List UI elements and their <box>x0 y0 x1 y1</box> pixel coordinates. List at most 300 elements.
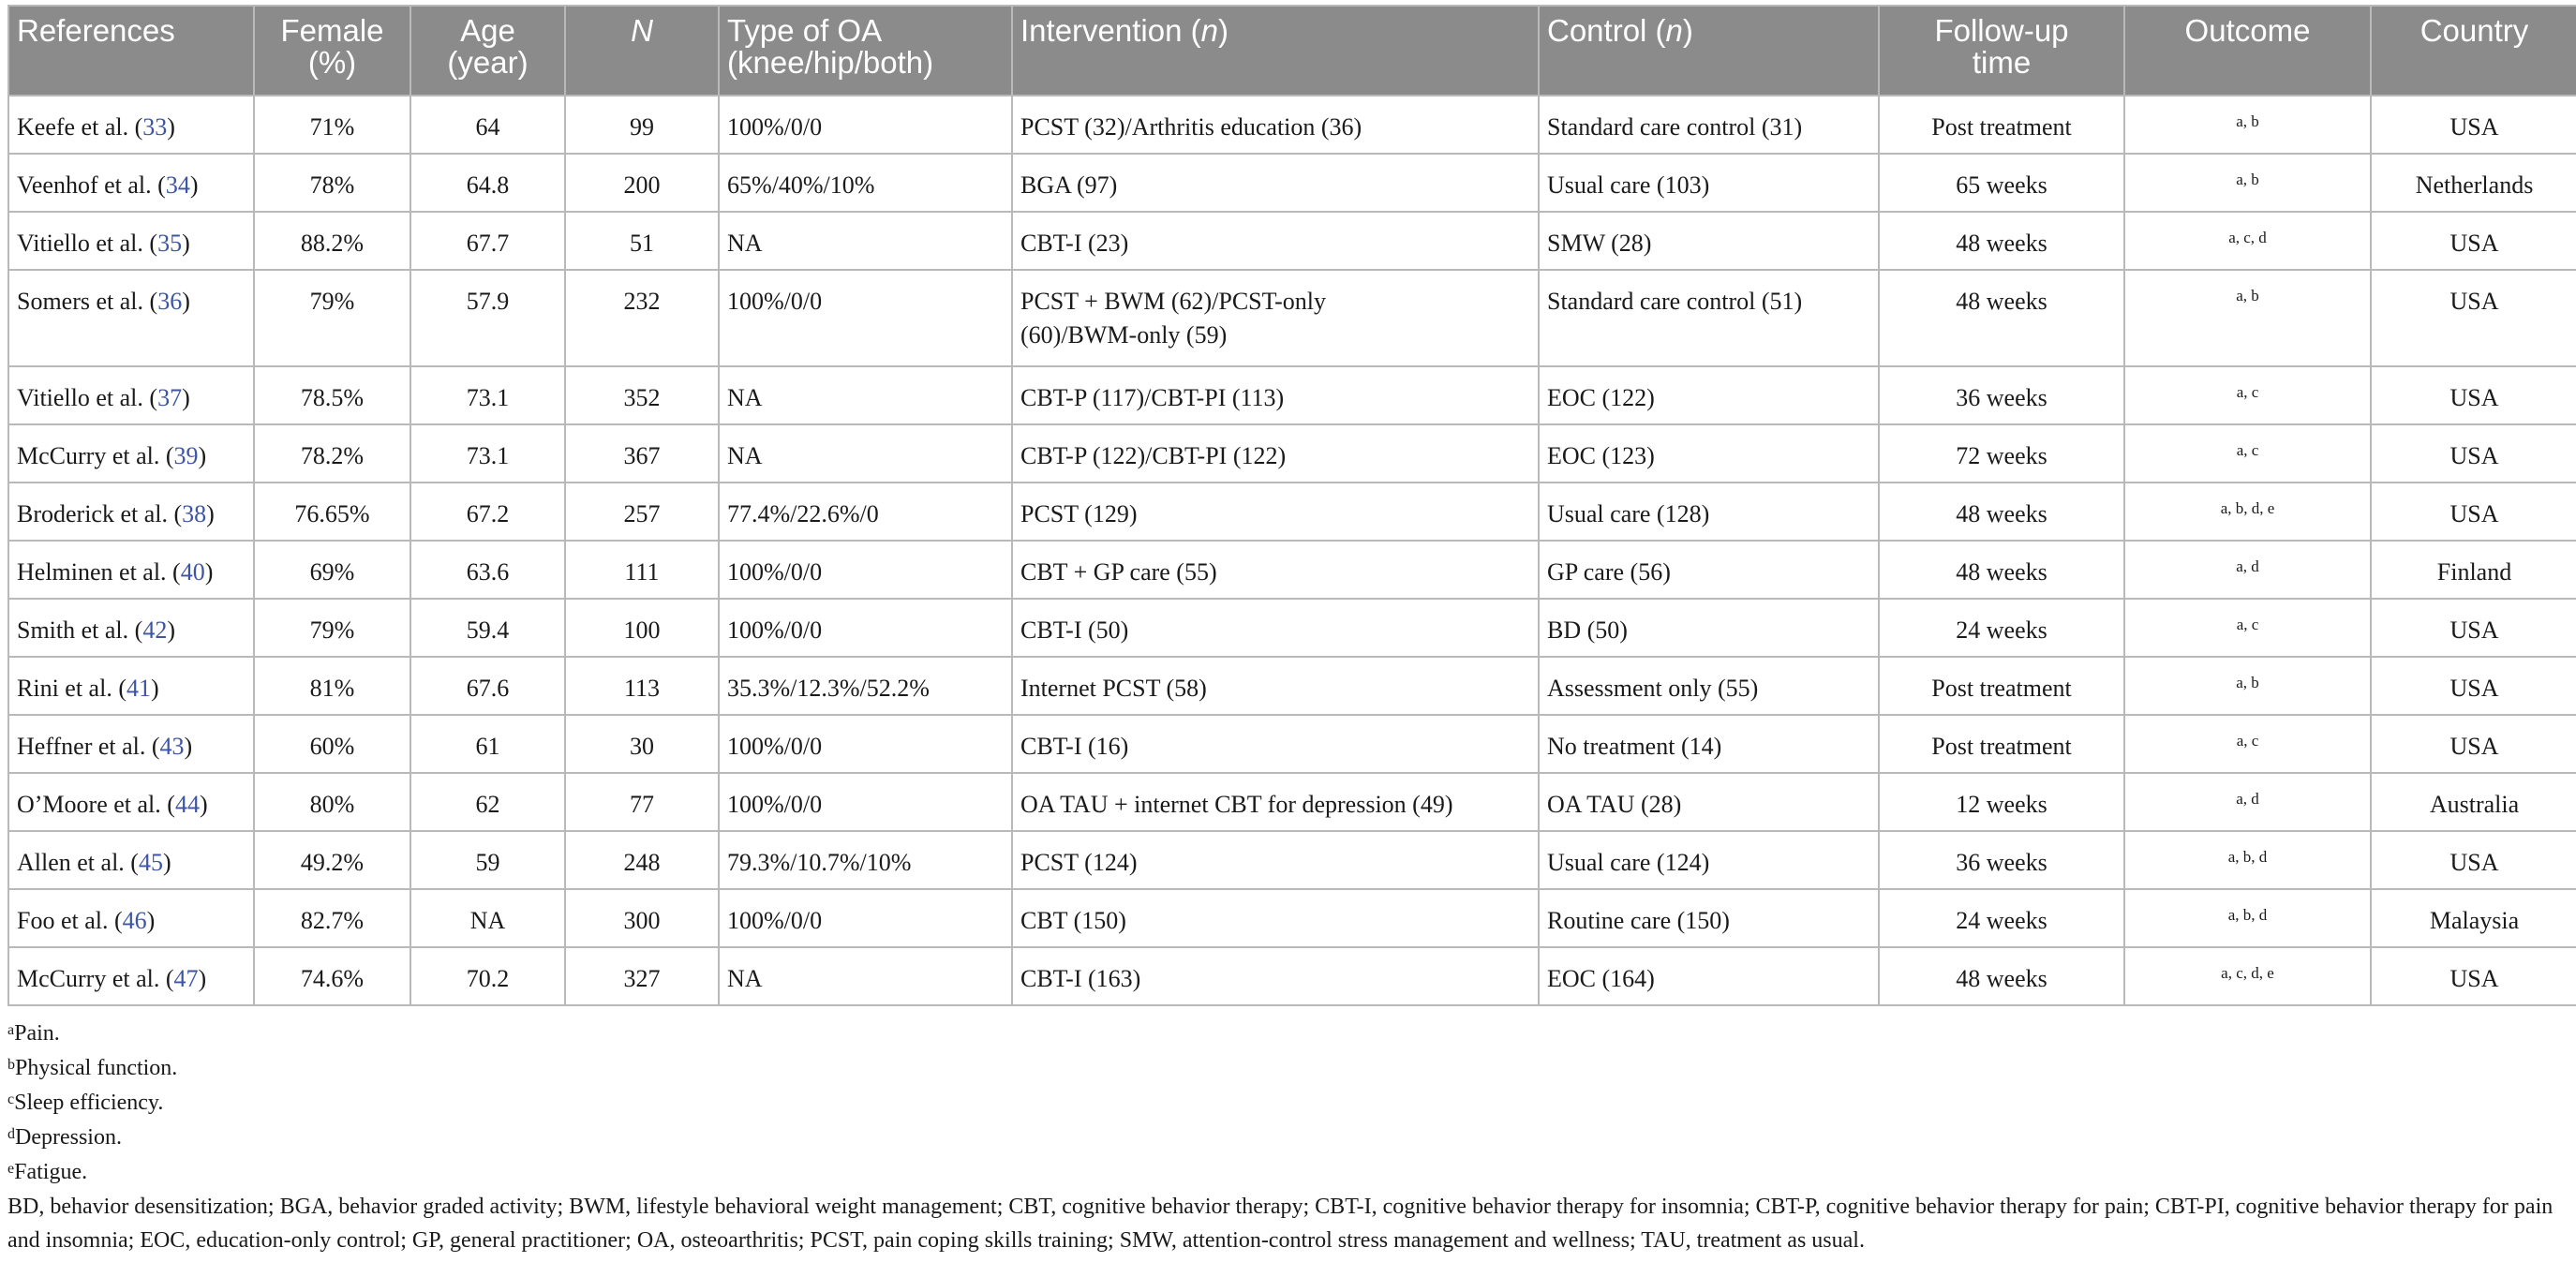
footnote <box>7 1051 2568 1086</box>
header-intervention: Intervention (n) <box>1012 6 1539 96</box>
reference-close: ) <box>162 849 171 876</box>
outcome-value: a, c <box>2236 732 2259 750</box>
cell-reference <box>8 889 254 947</box>
table-row <box>8 483 2576 541</box>
footnote <box>7 1086 2568 1121</box>
cell-country <box>2371 599 2576 657</box>
cell-reference <box>8 773 254 831</box>
cell-n <box>565 96 719 154</box>
cell-outcome <box>2124 599 2371 657</box>
header-female: Female (%) <box>254 6 410 96</box>
age-value: 59.4 <box>466 616 510 644</box>
country-value: USA <box>2449 849 2499 876</box>
header-followup: Follow-up time <box>1879 6 2124 96</box>
age-value: 63.6 <box>466 558 510 586</box>
n-value: 30 <box>630 733 654 760</box>
cell-control <box>1539 424 1879 483</box>
cell-intervention <box>1012 889 1539 947</box>
intervention-value: OA TAU + internet CBT for depression (49) <box>1020 791 1453 818</box>
cell-reference <box>8 947 254 1005</box>
cell-country <box>2371 657 2576 715</box>
country-value: USA <box>2449 442 2499 469</box>
cell-followup <box>1879 424 2124 483</box>
type-value: NA <box>727 230 763 257</box>
country-value: USA <box>2449 288 2499 315</box>
reference-close: ) <box>206 500 215 527</box>
control-value: BD (50) <box>1547 616 1628 644</box>
control-value: EOC (123) <box>1547 442 1655 469</box>
cell-age <box>410 715 565 773</box>
citation-link[interactable]: 35 <box>157 230 183 257</box>
citation-link[interactable]: 41 <box>126 675 151 702</box>
table-row <box>8 541 2576 599</box>
cell-reference <box>8 96 254 154</box>
female-value: 79% <box>309 288 355 315</box>
cell-n <box>565 831 719 889</box>
female-value: 69% <box>309 558 355 586</box>
cell-country <box>2371 773 2576 831</box>
type-value: 100%/0/0 <box>727 113 823 141</box>
cell-n <box>565 715 719 773</box>
header-age: Age (year) <box>410 6 565 96</box>
footnote <box>7 1155 2568 1190</box>
footnote-list <box>7 1017 2568 1190</box>
reference-text: Veenhof et al. ( <box>17 171 166 199</box>
cell-intervention <box>1012 483 1539 541</box>
control-value: Standard care control (51) <box>1547 288 1803 315</box>
cell-intervention <box>1012 96 1539 154</box>
female-value: 74.6% <box>300 965 365 992</box>
cell-country <box>2371 831 2576 889</box>
footnote-mark: a <box>7 1022 15 1038</box>
female-value: 78.5% <box>300 384 365 411</box>
type-value: 100%/0/0 <box>727 733 823 760</box>
cell-type-of-oa <box>719 947 1012 1005</box>
cell-age <box>410 270 565 366</box>
cell-female <box>254 270 410 366</box>
cell-followup <box>1879 831 2124 889</box>
cell-age <box>410 424 565 483</box>
cell-reference <box>8 715 254 773</box>
cell-type-of-oa <box>719 773 1012 831</box>
cell-control <box>1539 599 1879 657</box>
cell-n <box>565 889 719 947</box>
cell-intervention <box>1012 541 1539 599</box>
outcome-value: a, d <box>2236 790 2259 808</box>
reference-text: Somers et al. ( <box>17 288 158 315</box>
female-value: 82.7% <box>300 907 365 934</box>
intervention-value-cont: (60)/BWM-only (59) <box>1020 321 1228 349</box>
citation-link[interactable]: 46 <box>122 907 147 934</box>
cell-reference <box>8 483 254 541</box>
cell-outcome <box>2124 715 2371 773</box>
type-value: 100%/0/0 <box>727 558 823 586</box>
citation-link[interactable]: 42 <box>142 616 168 644</box>
age-value: 73.1 <box>466 442 510 469</box>
cell-country <box>2371 715 2576 773</box>
type-value: 77.4%/22.6%/0 <box>727 500 879 527</box>
n-value: 111 <box>624 558 660 586</box>
age-value: 61 <box>475 733 500 760</box>
cell-control <box>1539 541 1879 599</box>
table-row <box>8 96 2576 154</box>
followup-value: 48 weeks <box>1956 500 2047 527</box>
reference-text: Vitiello et al. ( <box>17 384 158 411</box>
cell-female <box>254 599 410 657</box>
citation-link[interactable]: 36 <box>157 288 183 315</box>
control-value: Standard care control (31) <box>1547 113 1803 141</box>
footnote-text: Sleep efficiency. <box>14 1091 164 1115</box>
female-value: 78.2% <box>300 442 365 469</box>
footnote-text: Depression. <box>15 1125 122 1150</box>
cell-intervention <box>1012 599 1539 657</box>
cell-intervention <box>1012 947 1539 1005</box>
n-value: 113 <box>623 675 661 702</box>
cell-control <box>1539 889 1879 947</box>
cell-outcome <box>2124 366 2371 424</box>
header-outcome: Outcome <box>2124 6 2371 96</box>
reference-text: McCurry et al. ( <box>17 442 174 469</box>
country-value: USA <box>2449 965 2499 992</box>
cell-reference <box>8 541 254 599</box>
cell-female <box>254 657 410 715</box>
cell-age <box>410 889 565 947</box>
cell-reference <box>8 212 254 270</box>
header-references: References <box>8 6 254 96</box>
followup-value: 72 weeks <box>1956 442 2047 469</box>
cell-n <box>565 947 719 1005</box>
cell-followup <box>1879 366 2124 424</box>
cell-intervention <box>1012 657 1539 715</box>
cell-followup <box>1879 599 2124 657</box>
cell-control <box>1539 947 1879 1005</box>
citation-link[interactable]: 44 <box>174 791 200 818</box>
citation-link[interactable]: 43 <box>159 733 185 760</box>
table-row <box>8 773 2576 831</box>
intervention-value: PCST (124) <box>1020 849 1138 876</box>
outcome-value: a, c, d <box>2228 229 2267 246</box>
outcome-value: a, c <box>2236 383 2259 401</box>
reference-close: ) <box>167 616 175 644</box>
footnote-mark: d <box>7 1126 15 1142</box>
cell-control <box>1539 483 1879 541</box>
cell-intervention <box>1012 366 1539 424</box>
age-value: 59 <box>475 849 500 876</box>
cell-outcome <box>2124 657 2371 715</box>
cell-country <box>2371 483 2576 541</box>
citation-link[interactable]: 38 <box>182 500 207 527</box>
footnote-mark: b <box>7 1057 15 1073</box>
footnote <box>7 1121 2568 1155</box>
table-row <box>8 889 2576 947</box>
cell-followup <box>1879 541 2124 599</box>
cell-female <box>254 366 410 424</box>
reference-close: ) <box>182 230 190 257</box>
cell-outcome <box>2124 889 2371 947</box>
age-value: NA <box>469 907 506 934</box>
cell-type-of-oa <box>719 212 1012 270</box>
cell-female <box>254 483 410 541</box>
cell-outcome <box>2124 96 2371 154</box>
citation-link[interactable]: 37 <box>157 384 183 411</box>
control-value: Assessment only (55) <box>1547 675 1759 702</box>
country-value: Finland <box>2436 558 2512 586</box>
cell-intervention <box>1012 212 1539 270</box>
table-row <box>8 270 2576 366</box>
control-value: Usual care (128) <box>1547 500 1710 527</box>
intervention-value: PCST (129) <box>1020 500 1138 527</box>
cell-followup <box>1879 96 2124 154</box>
table-notes <box>7 1017 2568 1257</box>
cell-n <box>565 483 719 541</box>
cell-reference <box>8 424 254 483</box>
cell-n <box>565 541 719 599</box>
cell-followup <box>1879 483 2124 541</box>
cell-outcome <box>2124 773 2371 831</box>
footnote-mark: e <box>7 1161 15 1177</box>
followup-value: 48 weeks <box>1956 230 2047 257</box>
cell-age <box>410 773 565 831</box>
cell-female <box>254 831 410 889</box>
cell-reference <box>8 154 254 212</box>
outcome-value: a, b <box>2236 112 2259 130</box>
outcome-value: a, c <box>2236 441 2259 459</box>
reference-close: ) <box>146 907 156 934</box>
table-row <box>8 154 2576 212</box>
cell-control <box>1539 96 1879 154</box>
control-value: Usual care (124) <box>1547 849 1710 876</box>
age-value: 62 <box>475 791 500 818</box>
followup-value: Post treatment <box>1931 733 2072 760</box>
intervention-value: CBT + GP care (55) <box>1020 558 1217 586</box>
cell-n <box>565 773 719 831</box>
cell-control <box>1539 715 1879 773</box>
cell-n <box>565 212 719 270</box>
control-value: No treatment (14) <box>1547 733 1722 760</box>
reference-close: ) <box>189 171 199 199</box>
study-characteristics-table-wrapper <box>7 5 2568 1006</box>
female-value: 80% <box>309 791 355 818</box>
outcome-value: a, b <box>2236 287 2259 304</box>
footnote-text: Physical function. <box>15 1056 178 1080</box>
cell-country <box>2371 889 2576 947</box>
intervention-value: CBT-I (50) <box>1020 616 1129 644</box>
followup-value: Post treatment <box>1931 675 2072 702</box>
cell-reference <box>8 657 254 715</box>
cell-n <box>565 599 719 657</box>
type-value: 35.3%/12.3%/52.2% <box>727 675 930 702</box>
citation-link[interactable]: 39 <box>173 442 199 469</box>
cell-country <box>2371 424 2576 483</box>
reference-close: ) <box>182 384 190 411</box>
control-value: SMW (28) <box>1547 230 1652 257</box>
reference-close: ) <box>182 288 190 315</box>
country-value: USA <box>2449 384 2499 411</box>
outcome-value: a, b, d <box>2227 848 2268 866</box>
cell-age <box>410 96 565 154</box>
citation-link[interactable]: 47 <box>173 965 199 992</box>
intervention-value: BGA (97) <box>1020 171 1118 199</box>
cell-female <box>254 154 410 212</box>
n-value: 300 <box>623 907 661 934</box>
cell-type-of-oa <box>719 715 1012 773</box>
abbreviations-note: BD, behavior desensitization; BGA, behavior graded activity; BWM, lifestyle behavioral weight management; CBT, cognitive behavior therapy; CBT-I, cognitive behavior therapy for insomnia; CBT-P, cognitive behavior therapy for pain; CBT-PI, cognitive behavior therapy for pain and insomnia; EOC, education-only control; GP, general practitioner; OA, osteoarthritis; PCST, pain coping skills training; SMW, attention-control stress management and wellness; TAU, treatment as usual. <box>7 1195 2554 1253</box>
cell-type-of-oa <box>719 831 1012 889</box>
reference-text: Foo et al. ( <box>17 907 123 934</box>
type-value: 100%/0/0 <box>727 907 823 934</box>
cell-outcome <box>2124 270 2371 366</box>
cell-reference <box>8 366 254 424</box>
age-value: 67.2 <box>466 500 510 527</box>
type-value: NA <box>727 442 763 469</box>
female-value: 49.2% <box>300 849 365 876</box>
n-value: 200 <box>623 171 661 199</box>
type-value: 100%/0/0 <box>727 791 823 818</box>
female-value: 71% <box>309 113 355 141</box>
female-value: 76.65% <box>294 500 370 527</box>
cell-female <box>254 889 410 947</box>
n-value: 232 <box>623 288 661 315</box>
country-value: Netherlands <box>2415 171 2534 199</box>
followup-value: 24 weeks <box>1956 907 2047 934</box>
cell-followup <box>1879 889 2124 947</box>
intervention-value: CBT-I (23) <box>1020 230 1129 257</box>
country-value: USA <box>2449 675 2499 702</box>
cell-female <box>254 424 410 483</box>
cell-age <box>410 831 565 889</box>
outcome-value: a, b, d, e <box>2220 499 2275 517</box>
cell-outcome <box>2124 424 2371 483</box>
cell-intervention <box>1012 773 1539 831</box>
cell-control <box>1539 657 1879 715</box>
reference-text: Helminen et al. ( <box>17 558 181 586</box>
female-value: 60% <box>309 733 355 760</box>
cell-intervention <box>1012 831 1539 889</box>
age-value: 64.8 <box>466 171 510 199</box>
n-value: 352 <box>623 384 661 411</box>
followup-value: 24 weeks <box>1956 616 2047 644</box>
followup-value: Post treatment <box>1931 113 2072 141</box>
reference-text: Keefe et al. ( <box>17 113 143 141</box>
followup-value: 48 weeks <box>1956 288 2047 315</box>
cell-age <box>410 212 565 270</box>
n-value: 248 <box>623 849 661 876</box>
header-row <box>8 6 2576 96</box>
cell-followup <box>1879 947 2124 1005</box>
country-value: USA <box>2449 113 2499 141</box>
female-value: 88.2% <box>300 230 365 257</box>
cell-outcome <box>2124 947 2371 1005</box>
reference-close: ) <box>150 675 159 702</box>
followup-value: 65 weeks <box>1956 171 2047 199</box>
intervention-value: Internet PCST (58) <box>1020 675 1207 702</box>
cell-type-of-oa <box>719 270 1012 366</box>
cell-female <box>254 715 410 773</box>
reference-close: ) <box>167 113 175 141</box>
country-value: USA <box>2449 733 2499 760</box>
type-value: NA <box>727 965 763 992</box>
intervention-value: PCST + BWM (62)/PCST-only <box>1020 288 1327 315</box>
cell-country <box>2371 947 2576 1005</box>
age-value: 57.9 <box>466 288 510 315</box>
reference-close: ) <box>199 791 208 818</box>
cell-female <box>254 212 410 270</box>
table-row <box>8 366 2576 424</box>
intervention-value: CBT-P (122)/CBT-PI (122) <box>1020 442 1287 469</box>
cell-type-of-oa <box>719 366 1012 424</box>
cell-country <box>2371 212 2576 270</box>
age-value: 67.6 <box>466 675 510 702</box>
footnote <box>7 1017 2568 1051</box>
n-value: 99 <box>630 113 654 141</box>
citation-link[interactable]: 40 <box>180 558 205 586</box>
table-row <box>8 831 2576 889</box>
cell-age <box>410 599 565 657</box>
reference-text: Allen et al. ( <box>17 849 139 876</box>
reference-text: Smith et al. ( <box>17 616 143 644</box>
country-value: USA <box>2449 616 2499 644</box>
cell-type-of-oa <box>719 889 1012 947</box>
cell-age <box>410 483 565 541</box>
control-value: Usual care (103) <box>1547 171 1710 199</box>
cell-age <box>410 657 565 715</box>
table-row <box>8 715 2576 773</box>
cell-female <box>254 773 410 831</box>
cell-n <box>565 424 719 483</box>
cell-n <box>565 366 719 424</box>
followup-value: 12 weeks <box>1956 791 2047 818</box>
female-value: 81% <box>309 675 355 702</box>
age-value: 73.1 <box>466 384 510 411</box>
citation-link[interactable]: 45 <box>138 849 163 876</box>
female-value: 78% <box>309 171 355 199</box>
cell-type-of-oa <box>719 424 1012 483</box>
type-value: NA <box>727 384 763 411</box>
reference-text: McCurry et al. ( <box>17 965 174 992</box>
cell-intervention <box>1012 154 1539 212</box>
country-value: Australia <box>2429 791 2520 818</box>
cell-control <box>1539 773 1879 831</box>
n-value: 77 <box>630 791 654 818</box>
followup-value: 36 weeks <box>1956 384 2047 411</box>
citation-link[interactable]: 33 <box>142 113 168 141</box>
cell-followup <box>1879 270 2124 366</box>
header-n: N <box>565 6 719 96</box>
cell-n <box>565 154 719 212</box>
outcome-value: a, c, d, e <box>2221 964 2274 982</box>
cell-outcome <box>2124 154 2371 212</box>
cell-type-of-oa <box>719 154 1012 212</box>
cell-type-of-oa <box>719 657 1012 715</box>
type-value: 65%/40%/10% <box>727 171 875 199</box>
intervention-value: CBT (150) <box>1020 907 1126 934</box>
cell-n <box>565 270 719 366</box>
cell-followup <box>1879 657 2124 715</box>
cell-type-of-oa <box>719 483 1012 541</box>
cell-intervention <box>1012 270 1539 366</box>
intervention-value: PCST (32)/Arthritis education (36) <box>1020 113 1362 141</box>
cell-control <box>1539 270 1879 366</box>
citation-link[interactable]: 34 <box>165 171 190 199</box>
cell-female <box>254 947 410 1005</box>
n-value: 100 <box>623 616 661 644</box>
cell-control <box>1539 831 1879 889</box>
control-value: OA TAU (28) <box>1547 791 1682 818</box>
type-value: 100%/0/0 <box>727 616 823 644</box>
female-value: 79% <box>309 616 355 644</box>
cell-control <box>1539 366 1879 424</box>
table-body <box>8 96 2576 1005</box>
